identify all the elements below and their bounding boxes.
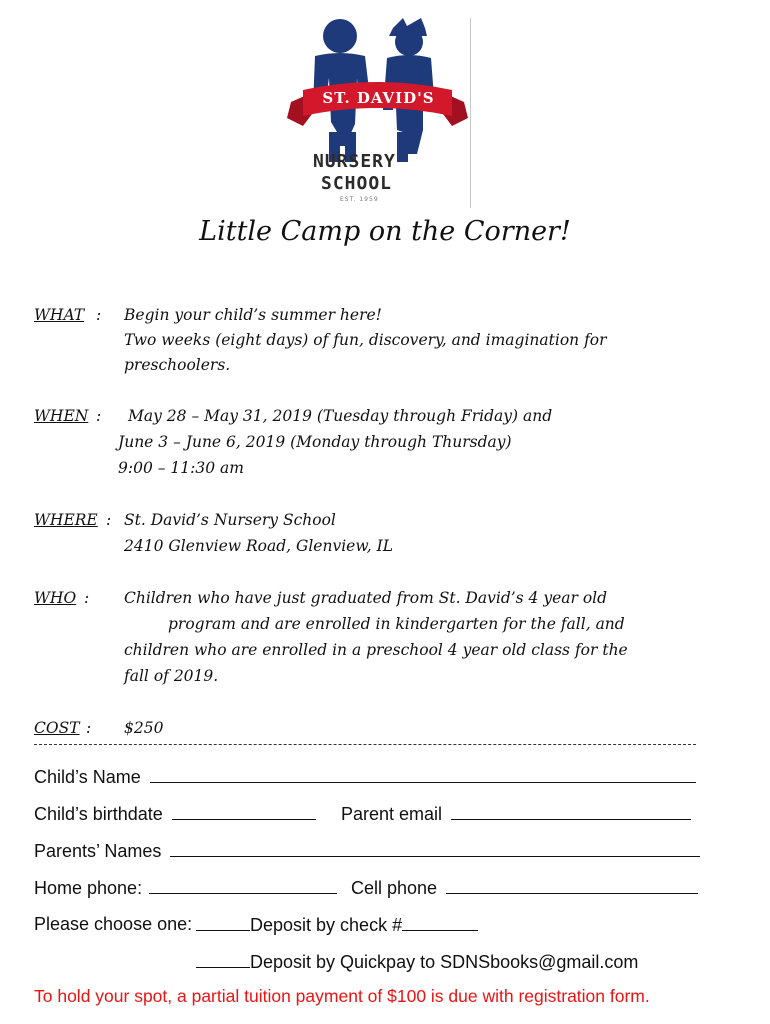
deposit-quickpay-label: Deposit by Quickpay to SDNSbooks@gmail.com (250, 952, 639, 972)
where-line-1: St. David’s Nursery School (124, 511, 336, 529)
home-phone-label: Home phone: (34, 878, 143, 898)
where-label: WHERE (34, 511, 98, 529)
who-line-2: program and are enrolled in kindergarten for the fall, and (168, 615, 625, 633)
who-line-1: Children who have just graduated from St. David’s 4 year old (124, 589, 608, 607)
when-label: WHEN (34, 407, 89, 425)
deposit-quickpay-blank[interactable] (196, 951, 250, 968)
when-colon: : (96, 407, 102, 425)
what-line-3: preschoolers. (124, 356, 231, 374)
logo-school-name (313, 151, 473, 195)
who-label: WHO (34, 589, 77, 607)
when-line-2: June 3 – June 6, 2019 (Monday through Thursday) (118, 433, 512, 451)
logo-est: EST. 1959 (340, 196, 379, 203)
logo-name-line2: SCHOOL (321, 173, 393, 194)
what-line-2: Two weeks (eight days) of fun, discovery, and imagination for (124, 331, 607, 349)
what-label: WHAT (34, 306, 85, 324)
child-birthdate-field[interactable] (172, 803, 316, 820)
logo-name-line1: NURSERY (313, 151, 396, 172)
page-title: Little Camp on the Corner! (199, 216, 571, 247)
check-number-field[interactable] (402, 914, 478, 931)
cost-label: COST (34, 719, 80, 737)
cell-phone-row (351, 877, 698, 899)
parents-names-label: Parents’ Names (34, 841, 162, 861)
deposit-notice: To hold your spot, a partial tuition payment of $100 is due with registration form. (34, 986, 650, 1006)
when-line-1: May 28 – May 31, 2019 (Tuesday through Friday) and (128, 407, 553, 425)
cost-colon: : (86, 719, 92, 737)
home-phone-field[interactable] (149, 877, 337, 894)
who-line-4: fall of 2019. (124, 667, 219, 685)
home-phone-row (34, 877, 337, 899)
where-colon: : (106, 511, 112, 529)
child-name-label: Child’s Name (34, 767, 141, 787)
logo-banner-text: ST. DAVID'S (322, 89, 435, 107)
choose-row (34, 914, 192, 935)
cell-phone-field[interactable] (446, 877, 698, 894)
who-colon: : (84, 589, 90, 607)
child-name-row (34, 766, 696, 788)
deposit-check-option[interactable] (196, 914, 478, 936)
child-birthdate-label: Child’s birthdate (34, 804, 163, 824)
cell-phone-label: Cell phone (351, 878, 438, 898)
what-colon: : (96, 306, 102, 324)
cost-value: $250 (124, 719, 164, 737)
school-logo (285, 14, 470, 210)
parents-names-row (34, 840, 700, 862)
parent-email-label: Parent email (341, 804, 443, 824)
child-birthdate-row (34, 803, 316, 825)
deposit-check-label: Deposit by check # (250, 915, 403, 935)
what-line-1: Begin your child’s summer here! (124, 306, 382, 324)
where-line-2: 2410 Glenview Road, Glenview, IL (124, 537, 394, 555)
choose-label: Please choose one: (34, 914, 193, 934)
parent-email-row (341, 803, 691, 825)
deposit-check-blank[interactable] (196, 914, 250, 931)
who-line-3: children who are enrolled in a preschool 4 year old class for the (124, 641, 628, 659)
child-name-field[interactable] (150, 766, 696, 783)
parent-email-field[interactable] (451, 803, 691, 820)
tear-off-divider (34, 744, 696, 747)
logo-divider (470, 18, 471, 208)
deposit-quickpay-option[interactable] (196, 951, 638, 973)
when-line-3: 9:00 – 11:30 am (118, 459, 244, 477)
parents-names-field[interactable] (170, 840, 700, 857)
